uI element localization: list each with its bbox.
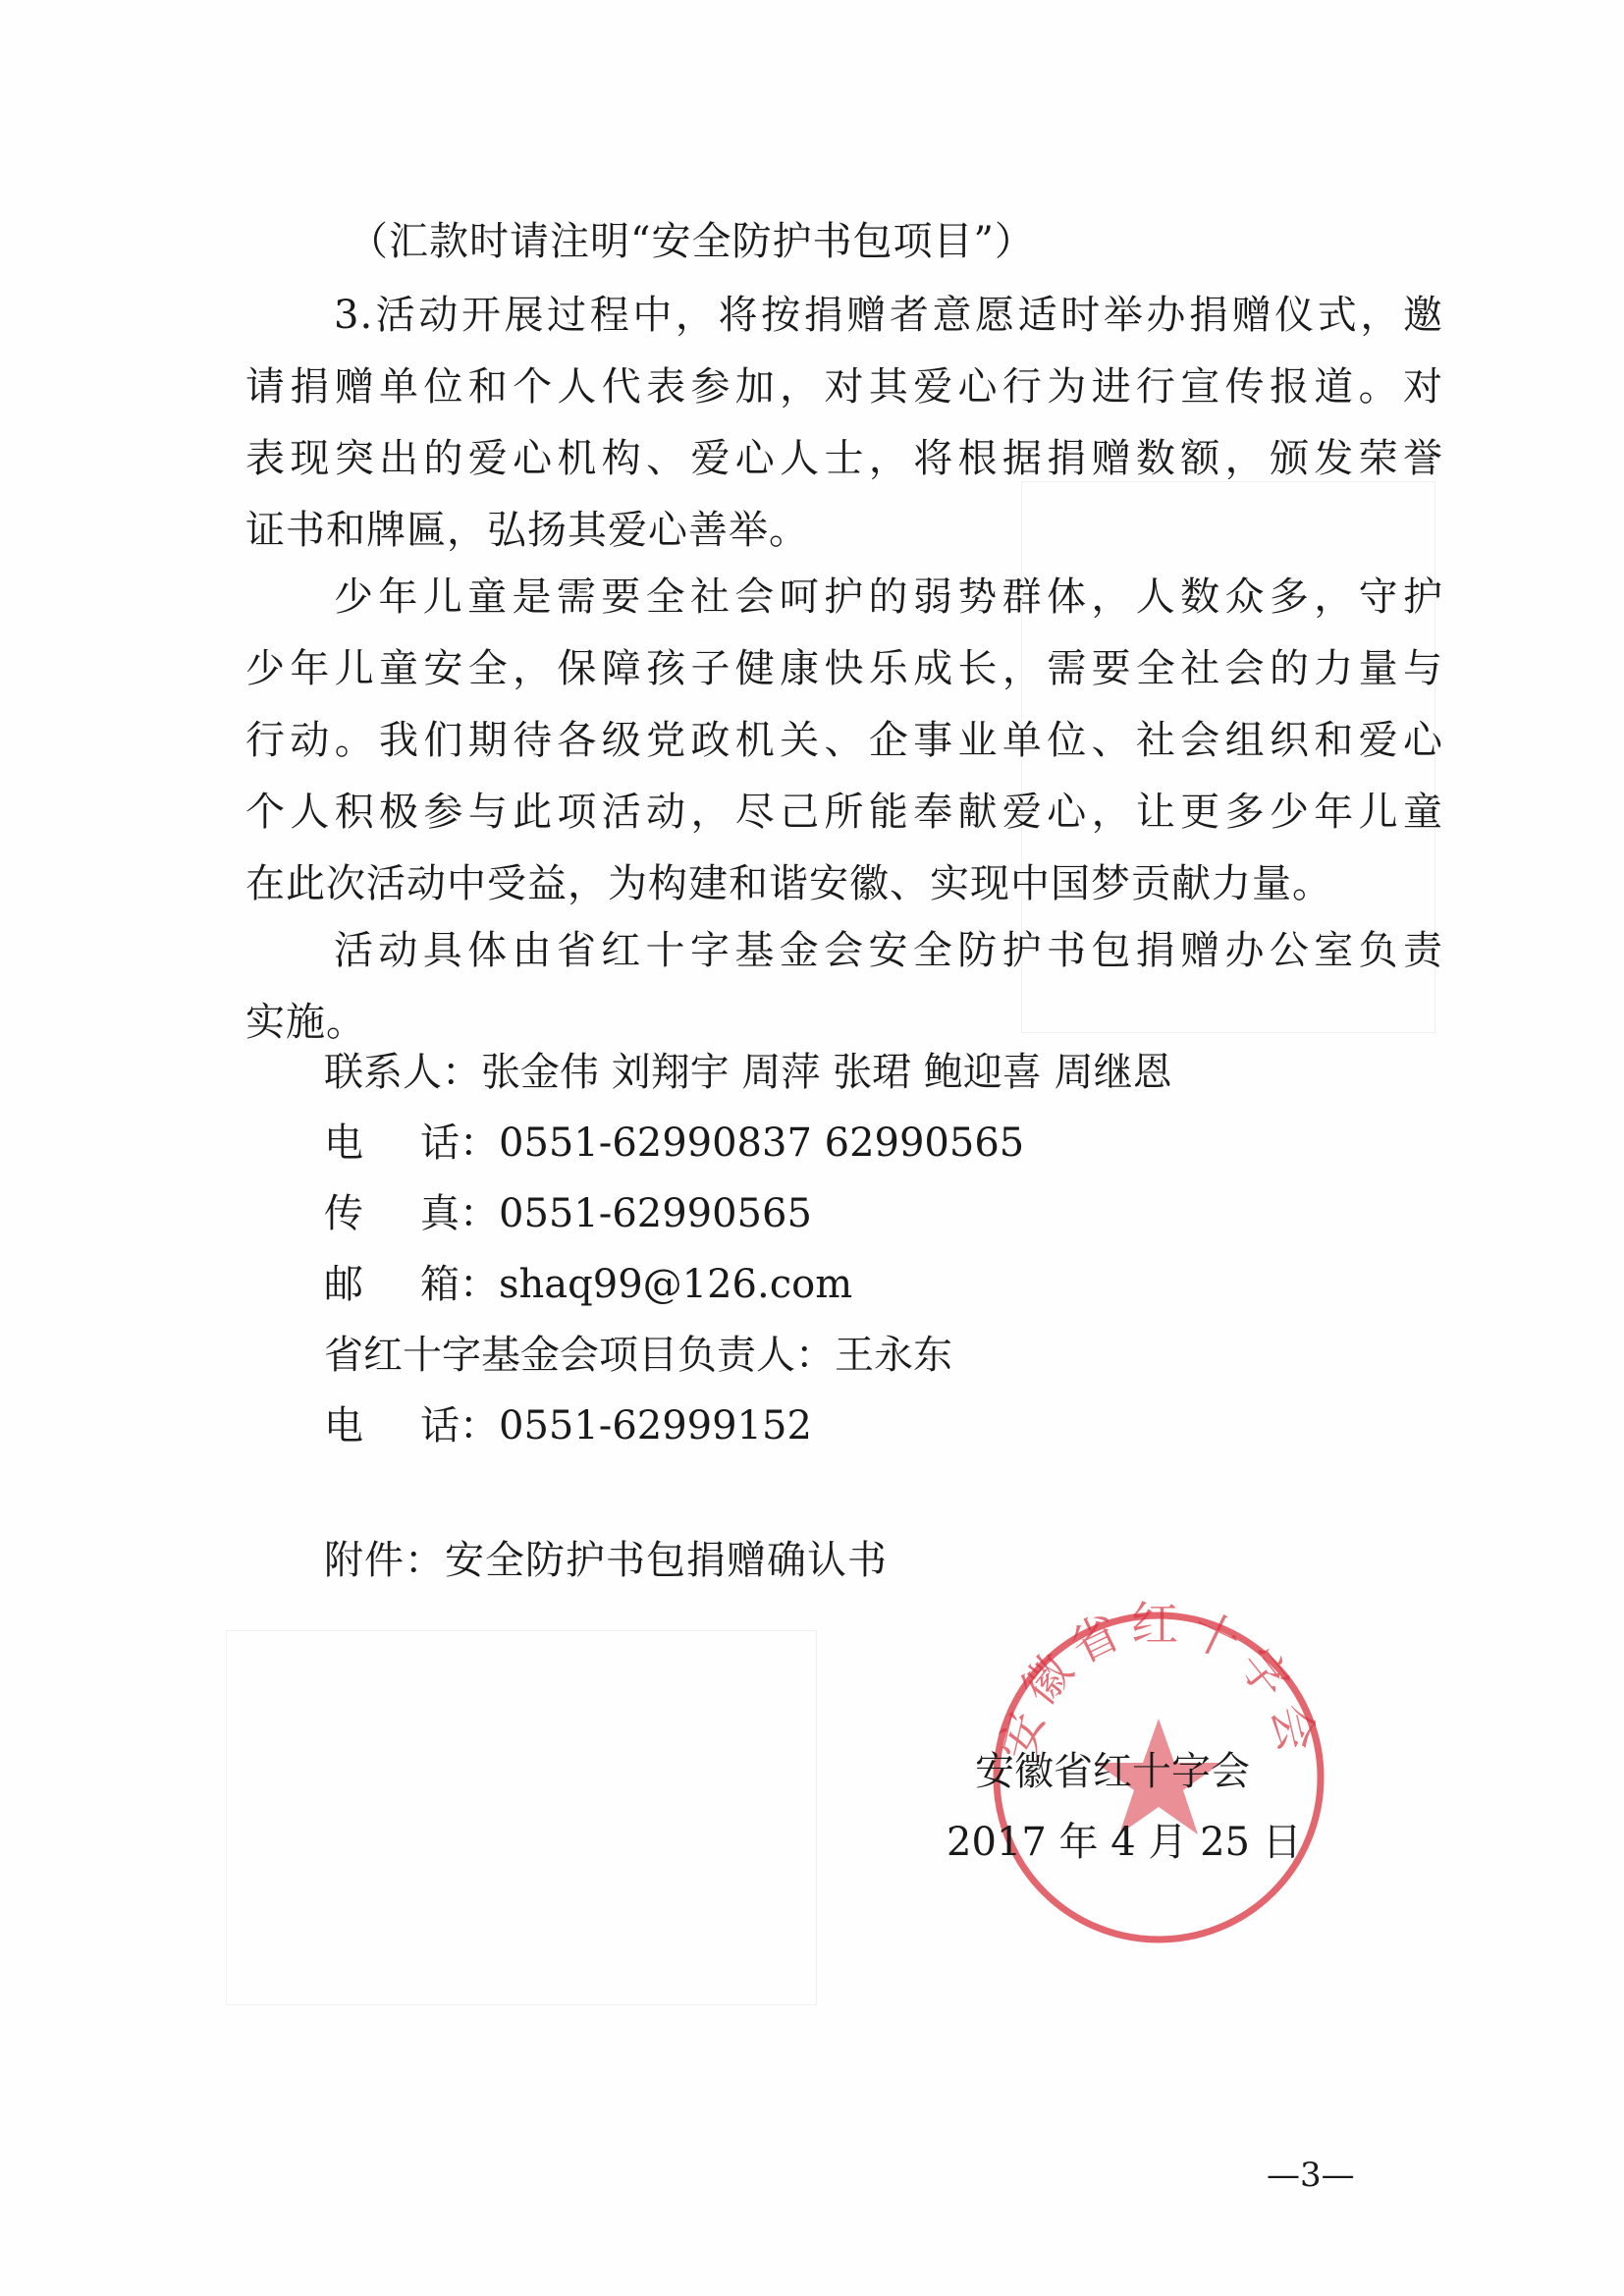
- para3-line-2: 请捐赠单位和个人代表参加，对其爱心行为进行宣传报道。对: [245, 364, 1443, 410]
- contact-fax-colon: ：: [460, 1191, 499, 1236]
- contact-people-row: [324, 1049, 1172, 1096]
- contact-email-row: [324, 1261, 852, 1308]
- contact-email-colon: ：: [460, 1262, 499, 1307]
- para3-line-4: 证书和牌匾，弘扬其爱心善举。: [245, 508, 809, 553]
- contact-phone2-row: [324, 1402, 812, 1449]
- page-number: —3—: [1267, 2156, 1355, 2195]
- para3-line-3: 表现突出的爱心机构、爱心人士，将根据捐赠数额，颁发荣誉: [245, 436, 1443, 481]
- contact-phone-label: 电话: [324, 1121, 460, 1166]
- contact-phone2-colon: ：: [460, 1403, 499, 1449]
- bleed-through-artifact: [226, 1630, 817, 2005]
- contact-phone-value: 0551-62990837 62990565: [499, 1121, 1025, 1166]
- signature-org: 安徽省红十字会: [975, 1749, 1250, 1794]
- attachment-line: 附件：安全防护书包捐赠确认书: [324, 1538, 888, 1583]
- signature-date: 2017 年 4 月 25 日: [947, 1820, 1302, 1865]
- foundation-head-label: 省红十字基金会项目负责人：: [324, 1333, 835, 1378]
- appeal-line-5: 在此次活动中受益，为构建和谐安徽、实现中国梦贡献力量。: [245, 861, 1332, 906]
- appeal-line-1: 少年儿童是需要全社会呵护的弱势群体，人数众多，守护: [334, 574, 1443, 620]
- implementation-line-1: 活动具体由省红十字基金会安全防护书包捐赠办公室负责: [334, 928, 1443, 973]
- contact-people-label: 联系人：: [324, 1050, 481, 1095]
- contact-phone-colon: ：: [460, 1121, 499, 1166]
- contact-people-names: 张金伟 刘翔宇 周萍 张珺 鲍迎喜 周继恩: [481, 1050, 1172, 1095]
- foundation-head-name: 王永东: [835, 1333, 952, 1378]
- appeal-line-2: 少年儿童安全，保障孩子健康快乐成长，需要全社会的力量与: [245, 646, 1443, 691]
- foundation-head-row: [324, 1332, 952, 1379]
- contact-email-value: shaq99@126.com: [499, 1262, 853, 1307]
- contact-phone2-label: 电话: [324, 1403, 460, 1449]
- para3-line-1: 3.活动开展过程中，将按捐赠者意愿适时举办捐赠仪式，邀: [334, 293, 1443, 338]
- contact-email-label: 邮箱: [324, 1262, 460, 1307]
- contact-fax-row: [324, 1190, 812, 1237]
- appeal-line-3: 行动。我们期待各级党政机关、企事业单位、社会组织和爱心: [245, 718, 1443, 763]
- svg-text:安徽省红十字会: 安徽省红十字会: [991, 1601, 1326, 1766]
- implementation-line-2: 实施。: [245, 1000, 366, 1045]
- contact-phone2-value: 0551-62999152: [499, 1403, 812, 1449]
- contact-fax-label: 传真: [324, 1191, 460, 1236]
- remittance-note: （汇款时请注明“安全防护书包项目”）: [349, 219, 1035, 264]
- appeal-line-4: 个人积极参与此项活动，尽己所能奉献爱心，让更多少年儿童: [245, 790, 1443, 835]
- contact-phone-row: [324, 1120, 1024, 1167]
- contact-fax-value: 0551-62990565: [499, 1191, 812, 1236]
